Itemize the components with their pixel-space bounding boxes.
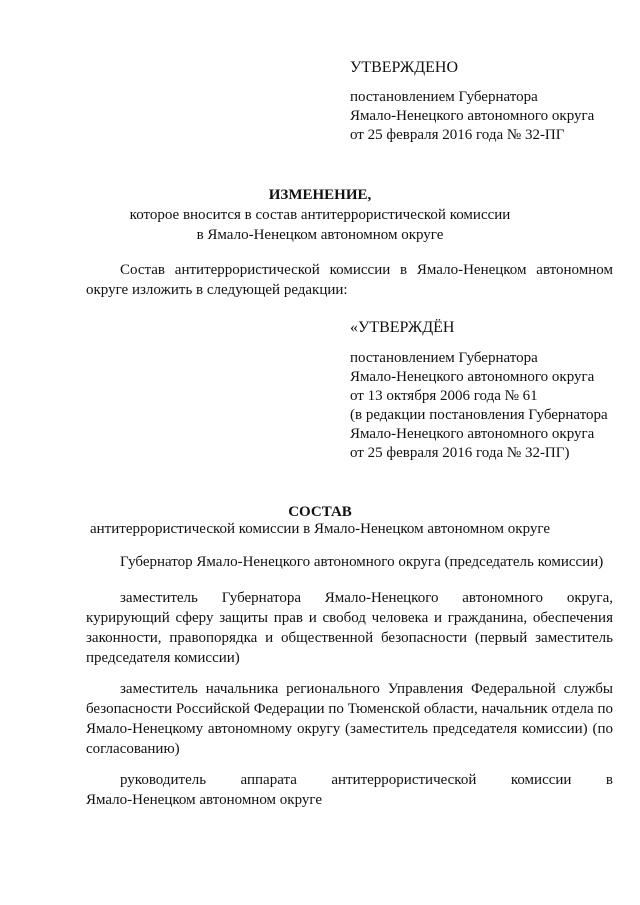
member-line: заместитель Губернатора Ямало-Ненецкого автономного округа, — [120, 590, 613, 606]
change-title: ИЗМЕНЕНИЕ, — [268, 187, 372, 203]
approval-line: Ямало-Ненецкого автономного округа — [350, 426, 595, 442]
member-line: курирующий сферу защиты прав и свобод человека и гражданина, обеспечения — [86, 610, 613, 626]
member-line: руководитель аппарата антитеррористической комиссии в — [120, 772, 613, 788]
approval-line: постановлением Губернатора — [350, 350, 538, 366]
approval-line: от 13 октября 2006 года № 61 — [350, 388, 538, 404]
member-line: безопасности Российской Федерации по Тюменской области, начальник отдела по — [86, 701, 613, 717]
member-line: законности, правопорядка и общественной безопасности (первый заместитель — [86, 630, 613, 646]
approval-line: от 25 февраля 2016 года № 32-ПГ — [350, 127, 565, 143]
approval-line: постановлением Губернатора — [350, 89, 538, 105]
approval-line: Ямало-Ненецкого автономного округа — [350, 108, 595, 124]
member-line: Ямало-Ненецкому автономному округу (заместитель председателя комиссии) (по — [86, 721, 613, 737]
approval-line: Ямало-Ненецкого автономного округа — [350, 369, 595, 385]
change-subtitle-2: в Ямало-Ненецком автономном округе — [196, 227, 444, 243]
approval-title-2: «УТВЕРЖДЁН — [350, 319, 455, 336]
intro-line-2: округе изложить в следующей редакции: — [86, 282, 348, 298]
approval-line: (в редакции постановления Губернатора — [350, 407, 608, 423]
change-subtitle-1: которое вносится в состав антитеррористической комиссии — [129, 207, 511, 223]
member-line: Губернатор Ямало-Ненецкого автономного округа (председатель комиссии) — [120, 554, 604, 570]
composition-subtitle: антитеррористической комиссии в Ямало-Ненецком автономном округе — [90, 521, 550, 537]
intro-line-1: Состав антитеррористической комиссии в Ямало-Ненецком автономном — [120, 262, 613, 278]
composition-title: СОСТАВ — [288, 504, 352, 520]
member-line: Ямало-Ненецком автономном округе — [86, 792, 322, 808]
member-line: согласованию) — [86, 741, 180, 757]
member-line: заместитель начальника регионального Управления Федеральной службы — [120, 681, 613, 697]
approval-line: от 25 февраля 2016 года № 32-ПГ) — [350, 445, 570, 461]
approval-title-1: УТВЕРЖДЕНО — [350, 59, 459, 76]
member-line: председателя комиссии) — [86, 650, 240, 666]
